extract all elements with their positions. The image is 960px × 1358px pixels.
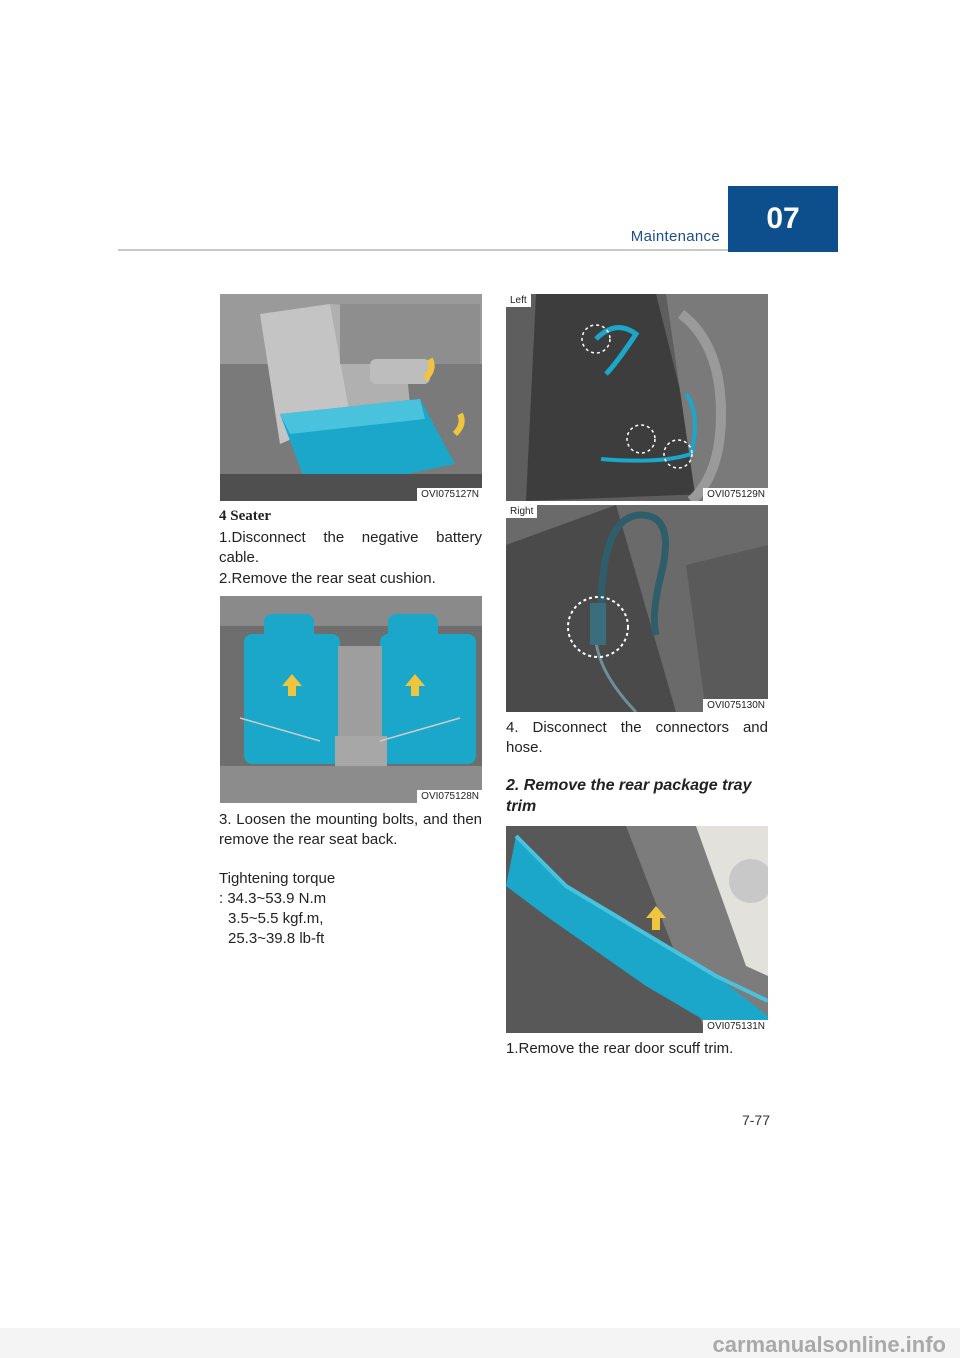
step-1: 1.Disconnect the negative battery cable. <box>219 529 482 566</box>
figure-code: OVI075130N <box>703 699 768 712</box>
section-heading-package-tray: 2. Remove the rear package tray trim <box>506 777 752 815</box>
step-4: 4. Disconnect the connectors and hose. <box>506 719 768 756</box>
page-number: 7-77 <box>741 1112 770 1128</box>
step-2: 2.Remove the rear seat cushion. <box>219 570 436 587</box>
watermark-text: carmanualsonline.info <box>712 1332 946 1357</box>
figure-door-scuff-trim <box>506 826 768 1033</box>
subheading-4-seater: 4 Seater <box>219 508 272 524</box>
watermark-bar <box>0 1328 960 1358</box>
left-connectors-illustration <box>506 294 768 501</box>
right-connectors-illustration <box>506 505 768 712</box>
figure-code: OVI075129N <box>703 488 768 501</box>
chapter-number-box <box>728 186 838 252</box>
scuff-trim-illustration <box>506 826 768 1033</box>
step-3: 3. Loosen the mounting bolts, and then remove the rear seat back. <box>219 811 482 848</box>
torque-kgfm: 3.5~5.5 kgf.m, <box>228 910 324 927</box>
figure-tag-right: Right <box>506 505 537 518</box>
figure-code: OVI075127N <box>417 488 482 501</box>
torque-lbft: 25.3~39.8 lb-ft <box>228 930 325 947</box>
figure-left-connectors <box>506 294 768 501</box>
header-rule <box>118 249 728 251</box>
figure-rear-seat-cushion <box>220 294 482 501</box>
figure-tag-left: Left <box>506 294 531 307</box>
figure-right-connectors <box>506 505 768 712</box>
chapter-number: 07 <box>766 202 800 235</box>
step-r1: 1.Remove the rear door scuff trim. <box>506 1040 734 1057</box>
seat-back-illustration <box>220 596 482 803</box>
figure-code: OVI075131N <box>703 1020 768 1033</box>
torque-nm: : 34.3~53.9 N.m <box>219 890 327 907</box>
torque-label: Tightening torque <box>219 870 336 887</box>
figure-code: OVI075128N <box>417 790 482 803</box>
section-label: Maintenance <box>630 228 720 245</box>
seat-cushion-illustration <box>220 294 482 501</box>
figure-rear-seat-back <box>220 596 482 803</box>
